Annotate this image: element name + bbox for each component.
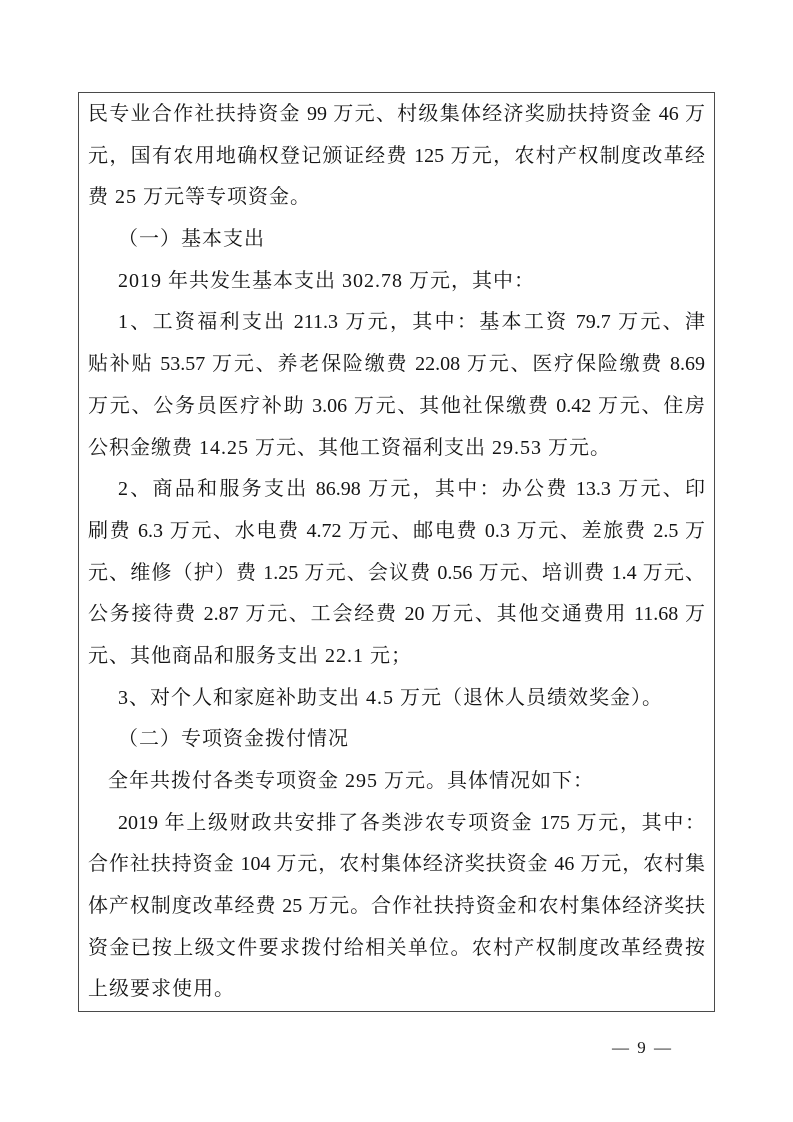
text-line: 费 25 万元等专项资金。 xyxy=(88,186,311,209)
text-line: 资金已按上级文件要求拨付给相关单位。农村产权制度改革经费按 xyxy=(88,936,705,959)
text-line: 2019 年共发生基本支出 302.78 万元，其中： xyxy=(118,269,535,292)
text-line: 贴补贴 53.57 万元、养老保险缴费 22.08 万元、医疗保险缴费 8.69 xyxy=(88,353,705,376)
text-line: 全年共拨付各类专项资金 295 万元。具体情况如下： xyxy=(108,770,594,792)
text-line: 2、商品和服务支出 86.98 万元，其中：办公费 13.3 万元、印 xyxy=(118,478,705,501)
text-line: 1、工资福利支出 211.3 万元，其中：基本工资 79.7 万元、津 xyxy=(118,311,705,334)
text-line: 元，国有农用地确权登记颁证经费 125 万元，农村产权制度改革经 xyxy=(88,144,705,167)
text-line: 万元、公务员医疗补助 3.06 万元、其他社保缴费 0.42 万元、住房 xyxy=(88,394,705,417)
page-number: — 9 — xyxy=(612,1038,673,1057)
text-line: （二）专项资金拨付情况 xyxy=(118,728,349,751)
document-text-area xyxy=(78,92,715,1012)
text-line: 元、其他商品和服务支出 22.1 元； xyxy=(88,644,412,667)
text-line: （一）基本支出 xyxy=(118,228,265,251)
text-line: 公务接待费 2.87 万元、工会经费 20 万元、其他交通费用 11.68 万 xyxy=(88,603,705,626)
text-line: 公积金缴费 14.25 万元、其他工资福利支出 29.53 万元。 xyxy=(88,436,611,459)
text-line: 元、维修（护）费 1.25 万元、会议费 0.56 万元、培训费 1.4 万元、 xyxy=(88,561,705,584)
text-line: 刷费 6.3 万元、水电费 4.72 万元、邮电费 0.3 万元、差旅费 2.5 万 xyxy=(88,519,705,542)
text-line: 合作社扶持资金 104 万元，农村集体经济奖扶资金 46 万元，农村集 xyxy=(88,853,705,876)
text-line: 体产权制度改革经费 25 万元。合作社扶持资金和农村集体经济奖扶 xyxy=(88,895,705,918)
text-line: 2019 年上级财政共安排了各类涉农专项资金 175 万元，其中： xyxy=(118,811,705,834)
text-line: 上级要求使用。 xyxy=(88,978,235,1001)
text-line: 民专业合作社扶持资金 99 万元、村级集体经济奖励扶持资金 46 万 xyxy=(88,103,705,125)
text-line: 3、对个人和家庭补助支出 4.5 万元（退休人员绩效奖金）。 xyxy=(118,686,663,709)
